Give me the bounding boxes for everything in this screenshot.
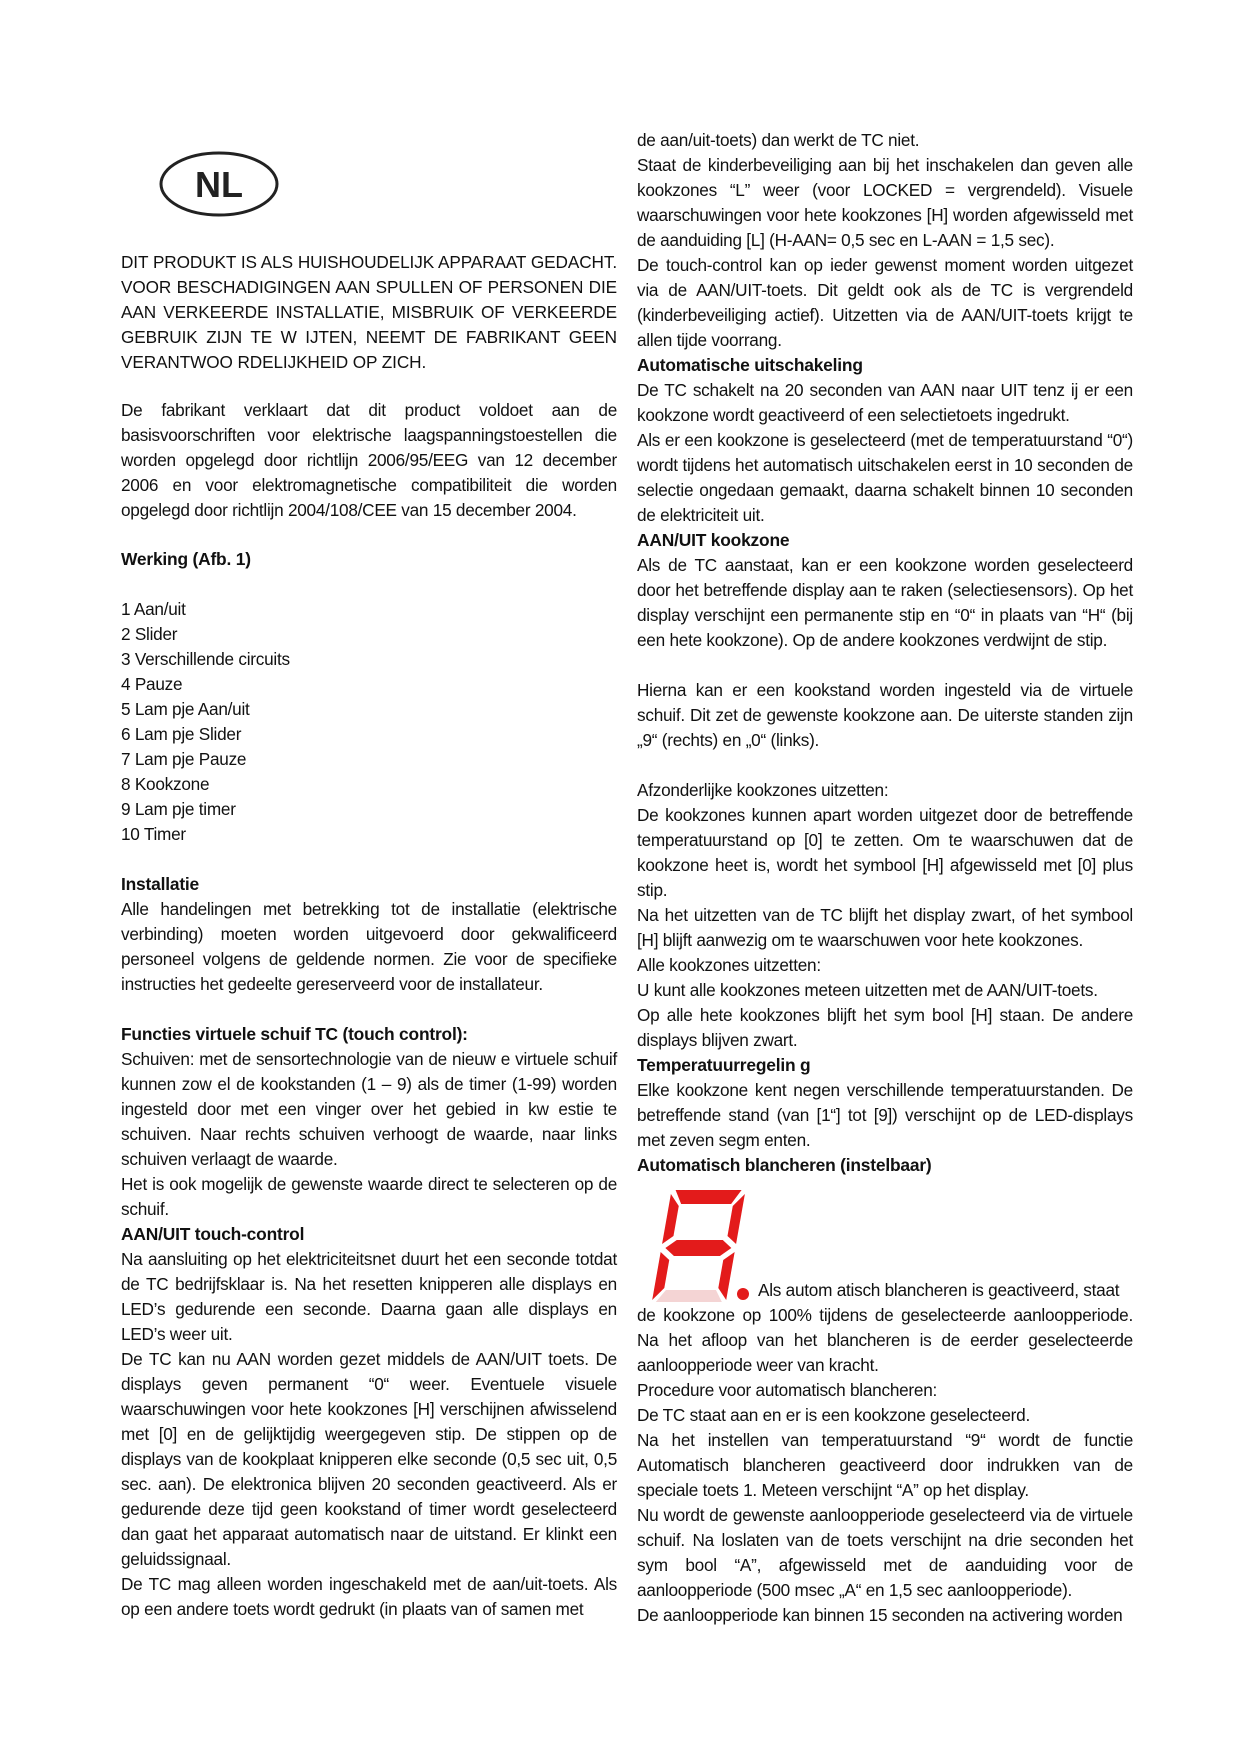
- list-item: 1 Aan/uit: [121, 599, 186, 619]
- logo-text: NL: [195, 164, 243, 205]
- seven-segment-display-icon: [637, 1182, 753, 1306]
- aanuit-heading: AAN/UIT touch-control: [121, 1224, 305, 1244]
- nl-logo: [159, 150, 279, 218]
- disclaimer: DIT PRODUKT IS ALS HUISHOUDELIJK APPARAAT GEDACHT. VOOR BESCHADIGINGEN AAN SPULLEN OF PERSONEN DIE AAN VERKEERDE INSTALLATIE, MISBRUIK OF VERKEERDE GEBRUIK ZIJN TE W IJTEN, NEEMT DE FABRIKANT GEEN VERANTWOO RDELIJKHEID OP ZICH.: [121, 252, 617, 372]
- afzonderlijk-title: Afzonderlijke kookzones uitzetten:: [637, 780, 889, 800]
- procedure-text-4: De aanloopperiode kan binnen 15 seconden na activering worden: [637, 1605, 1123, 1625]
- list-item: 3 Verschillende circuits: [121, 649, 290, 669]
- alle-title: Alle kookzones uitzetten:: [637, 955, 821, 975]
- continued-text: de aan/uit-toets) dan werkt de TC niet.: [637, 130, 920, 150]
- aanuit-text: Na aansluiting op het elektriciteitsnet duurt het een seconde totdat de TC bedrijfsklaar is. Na het resetten knipperen alle displays en LED’s gedurende een seconde. Daarna gaan alle displays en LED’s weer uit.: [121, 1249, 617, 1344]
- aanuit-text-3: De TC mag alleen worden ingeschakeld met de aan/uit-toets. Als op een andere toets wordt gedrukt (in plaats van of samen met: [121, 1574, 617, 1619]
- list-item: 7 Lam pje Pauze: [121, 749, 247, 769]
- procedure-text-2: Na het instellen van temperatuurstand “9“ wordt de functie Automatisch blancheren geactiveerd door indrukken van de speciale toets 1. Meteen verschijnt “A” op het display.: [637, 1430, 1133, 1500]
- aanuit-text-2: De TC kan nu AAN worden gezet middels de AAN/UIT toets. De displays geven permanent “0“ weer. Eventuele visuele waarschuwingen voor hete kookzones [H] verschijnen afwisselend met [0] en de gelijktijdig weergegeven stip. De stippen op de displays van de kookplaat knipperen elke seconde (0,5 sec uit, 0,5 sec. aan). De elektronica blijven 20 seconden geactiveerd. Als er gedurende deze tijd geen kookstand of timer wordt geselecteerd dan gaat het apparaat automatisch naar de uitstand. Er klinkt een geluidssignaal.: [121, 1349, 617, 1569]
- kookzone-text-2: Hierna kan er een kookstand worden ingesteld via de virtuele schuif. Dit zet de gewenste kookzone aan. De uiterste standen zijn „9“ (rechts) en „0“ (links).: [637, 680, 1133, 750]
- temperatuur-text: Elke kookzone kent negen verschillende temperatuurstanden. De betreffende stand (van [1“] tot [9]) verschijnt op de LED-displays met zeven segm enten.: [637, 1080, 1133, 1150]
- kookzone-text: Als de TC aanstaat, kan er een kookzone worden geselecteerd door het betreffende display aan te raken (selectiesensors). Op het display verschijnt een permanente stip en “0“ in plaats van “H“ (bij een hete kookzone). Op de andere kookzones verdwijnt de stip.: [637, 555, 1133, 650]
- list-item: 2 Slider: [121, 624, 178, 644]
- na-uitzetten-text: Na het uitzetten van de TC blijft het display zwart, of het symbool [H] blijft aanwezig om te waarschuwen voor hete kookzones.: [637, 905, 1133, 950]
- list-item: 5 Lam pje Aan/uit: [121, 699, 250, 719]
- auto-uitschakeling-heading: Automatische uitschakeling: [637, 355, 863, 375]
- installatie-heading: Installatie: [121, 874, 200, 894]
- list-item: 6 Lam pje Slider: [121, 724, 242, 744]
- afzonderlijk-text: De kookzones kunnen apart worden uitgezet door de betreffende temperatuurstand op [0] te zetten. Om te waarschuwen dat de kookzone heet is, wordt het symbool [H] afgewisseld met [0] plus stip.: [637, 805, 1133, 900]
- auto-uitschakeling-text-2: Als er een kookzone is geselecteerd (met de temperatuurstand “0“) wordt tijdens het automatisch uitschakelen eerst in 10 seconden de selectie ongedaan gemaakt, daarna schakelt binnen 10 seconden de elektriciteit uit.: [637, 430, 1133, 525]
- temperatuur-heading: Temperatuurregelin g: [637, 1055, 811, 1075]
- list-item: 4 Pauze: [121, 674, 183, 694]
- procedure-text: De TC staat aan en er is een kookzone geselecteerd.: [637, 1405, 1030, 1425]
- blancheren-heading: Automatisch blancheren (instelbaar): [637, 1155, 932, 1175]
- procedure-title: Procedure voor automatisch blancheren:: [637, 1380, 938, 1400]
- kookzone-heading: AAN/UIT kookzone: [637, 530, 790, 550]
- auto-uitschakeling-text: De TC schakelt na 20 seconden van AAN naar UIT tenz ij er een kookzone wordt geactiveerd of een selectietoets ingedrukt.: [637, 380, 1133, 425]
- werking-heading: Werking (Afb. 1): [121, 549, 251, 569]
- alle-text: U kunt alle kookzones meteen uitzetten met de AAN/UIT-toets.: [637, 980, 1098, 1000]
- list-item: 10 Timer: [121, 824, 186, 844]
- blancheren-text: de kookzone op 100% tijdens de geselecteerde aanloopperiode. Na het afloop van het blancheren is de eerder geselecteerde aanloopperiode weer van kracht.: [637, 1305, 1133, 1375]
- alle-text-2: Op alle hete kookzones blijft het sym bool [H] staan. De andere displays blijven zwart.: [637, 1005, 1133, 1050]
- installatie-text: Alle handelingen met betrekking tot de installatie (elektrische verbinding) moeten worden uitgevoerd door gekwalificeerd personeel volgens de geldende normen. Zie voor de specifieke instructies het gedeelte gereserveerd voor de installateur.: [121, 899, 617, 994]
- list-item: 9 Lam pje timer: [121, 799, 236, 819]
- functies-text: Schuiven: met de sensortechnologie van de nieuw e virtuele schuif kunnen zow el de kookstanden (1 – 9) als de timer (1-99) worden ingesteld door met een vinger over het gebied in kw estie te schuiven. Naar rechts schuiven verhoogt de waarde, naar links schuiven verlaagt de waarde.: [121, 1049, 617, 1169]
- kinderbeveiliging-text: Staat de kinderbeveiliging aan bij het inschakelen dan geven alle kookzones “L” weer (voor LOCKED = vergrendeld). Visuele waarschuwingen voor hete kookzones [H] worden afgewisseld met de aanduiding [L] (H-AAN= 0,5 sec en L-AAN = 1,5 sec).: [637, 155, 1133, 250]
- blancheren-first-line: Als autom atisch blancheren is geactiveerd, staat: [758, 1280, 1120, 1300]
- functies-text-2: Het is ook mogelijk de gewenste waarde direct te selecteren op de schuif.: [121, 1174, 617, 1219]
- functies-heading: Functies virtuele schuif TC (touch control):: [121, 1024, 468, 1044]
- list-item: 8 Kookzone: [121, 774, 210, 794]
- declaration: De fabrikant verklaart dat dit product voldoet aan de basisvoorschriften voor elektrische laagspanningstoestellen die worden opgelegd door richtlijn 2006/95/EEG van 12 december 2006 en voor elektromagnetische compatibiliteit die worden opgelegd door richtlijn 2004/108/CEE van 15 december 2004.: [121, 400, 617, 520]
- procedure-text-3: Nu wordt de gewenste aanloopperiode geselecteerd via de virtuele schuif. Na loslaten van de toets verschijnt na drie seconden het sym bool “A”, afgewisseld met de aanduiding voor de aanloopperiode (500 msec „A“ en 1,5 sec aanloopperiode).: [637, 1505, 1133, 1600]
- uitzetten-text: De touch-control kan op ieder gewenst moment worden uitgezet via de AAN/UIT-toets. Dit geldt ook als de TC is vergrendeld (kinderbeveiliging actief). Uitzetten via de AAN/UIT-toets krijgt te allen tijde voorrang.: [637, 255, 1133, 350]
